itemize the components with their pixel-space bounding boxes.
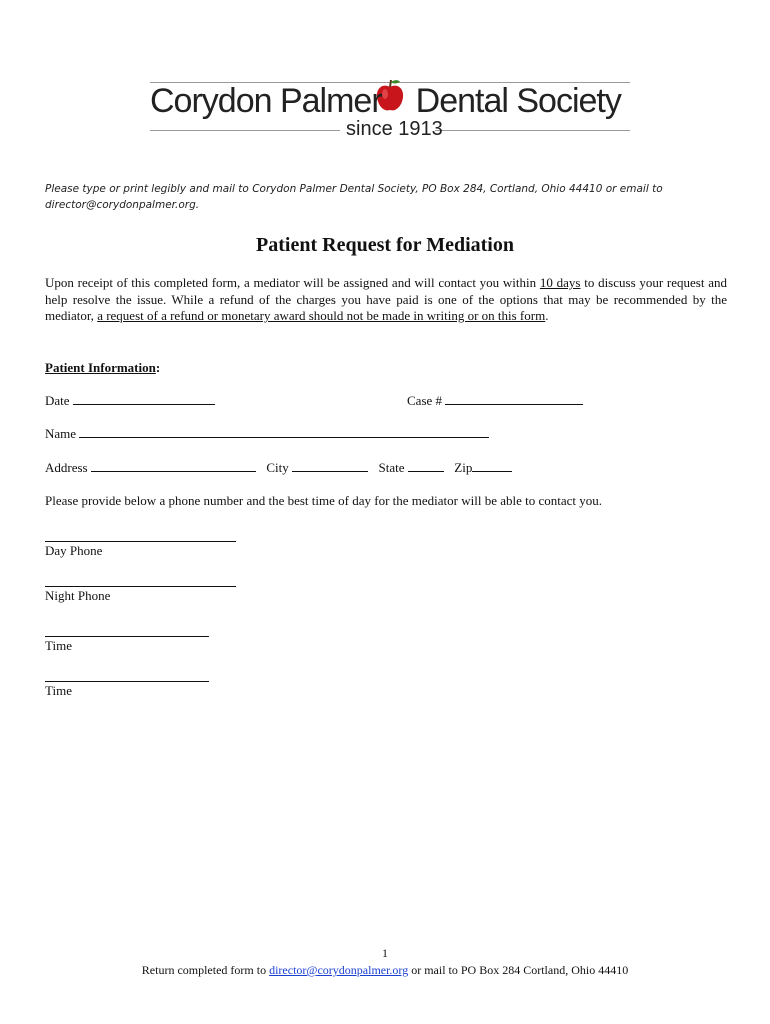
city-label: City (266, 460, 289, 475)
zip-input-line[interactable] (472, 460, 512, 472)
state-label: State (378, 460, 405, 475)
address-row (45, 460, 512, 476)
intro-instructions: Please type or print legibly and mail to Corydon Palmer Dental Society, PO Box 284, Cortland, Ohio 44410 or email to director@corydonpalmer.org. (45, 183, 663, 211)
footer-suffix: or mail to PO Box 284 Cortland, Ohio 44410 (408, 963, 629, 977)
name-label: Name (45, 426, 77, 441)
day-phone-label: Day Phone (45, 543, 103, 558)
phone-prompt: Please provide below a phone number and the best time of day for the mediator will be able to contact you. (45, 493, 603, 508)
night-phone-label: Night Phone (45, 588, 111, 603)
paragraph-days: 10 days (539, 275, 581, 290)
date-label: Date (45, 393, 70, 408)
date-field[interactable] (45, 393, 215, 409)
time2-input-line[interactable] (45, 680, 209, 682)
section-heading-colon: : (155, 360, 161, 375)
section-heading (45, 360, 160, 376)
paragraph-text-1: Upon receipt of this completed form, a mediator will be assigned and will contact you within (45, 275, 540, 290)
address-label: Address (45, 460, 88, 475)
paragraph-warning: a request of a refund or monetary award should not be made in writing or on this form (97, 308, 546, 323)
address-input-line[interactable] (91, 460, 256, 472)
paragraph-text-2: to discuss your request and help resolve the issue. While a refund of the charges you have paid is one of the options that may be recommended by the mediator, (45, 275, 727, 323)
section-heading-text: Patient Information (45, 360, 156, 375)
state-input-line[interactable] (408, 460, 444, 472)
night-phone-input-line[interactable] (45, 585, 236, 587)
logo-bottom-rule-left (150, 130, 340, 131)
time2-label: Time (45, 683, 72, 698)
name-input-line[interactable] (79, 426, 489, 438)
city-input-line[interactable] (292, 460, 368, 472)
logo-bottom-rule-right (435, 130, 630, 131)
intro-paragraph (45, 275, 727, 325)
case-label: Case # (407, 393, 443, 408)
footer-prefix: Return completed form to (141, 963, 270, 977)
time1-input-line[interactable] (45, 635, 209, 637)
time1-label: Time (45, 638, 72, 653)
name-field[interactable] (45, 426, 489, 442)
society-logo (150, 74, 630, 144)
paragraph-end: . (545, 308, 549, 323)
logo-since: since 1913 (346, 118, 443, 140)
zip-label: Zip (454, 460, 473, 475)
date-input-line[interactable] (73, 393, 215, 405)
page-title: Patient Request for Mediation (256, 234, 514, 256)
case-input-line[interactable] (445, 393, 583, 405)
footer-email-link[interactable]: director@corydonpalmer.org (269, 963, 409, 977)
page-number: 1 (382, 946, 388, 960)
day-phone-input-line[interactable] (45, 540, 236, 542)
logo-wordmark: Corydon Palmer Dental Society (150, 82, 621, 120)
footer-text (0, 963, 770, 978)
case-field[interactable] (407, 393, 583, 409)
